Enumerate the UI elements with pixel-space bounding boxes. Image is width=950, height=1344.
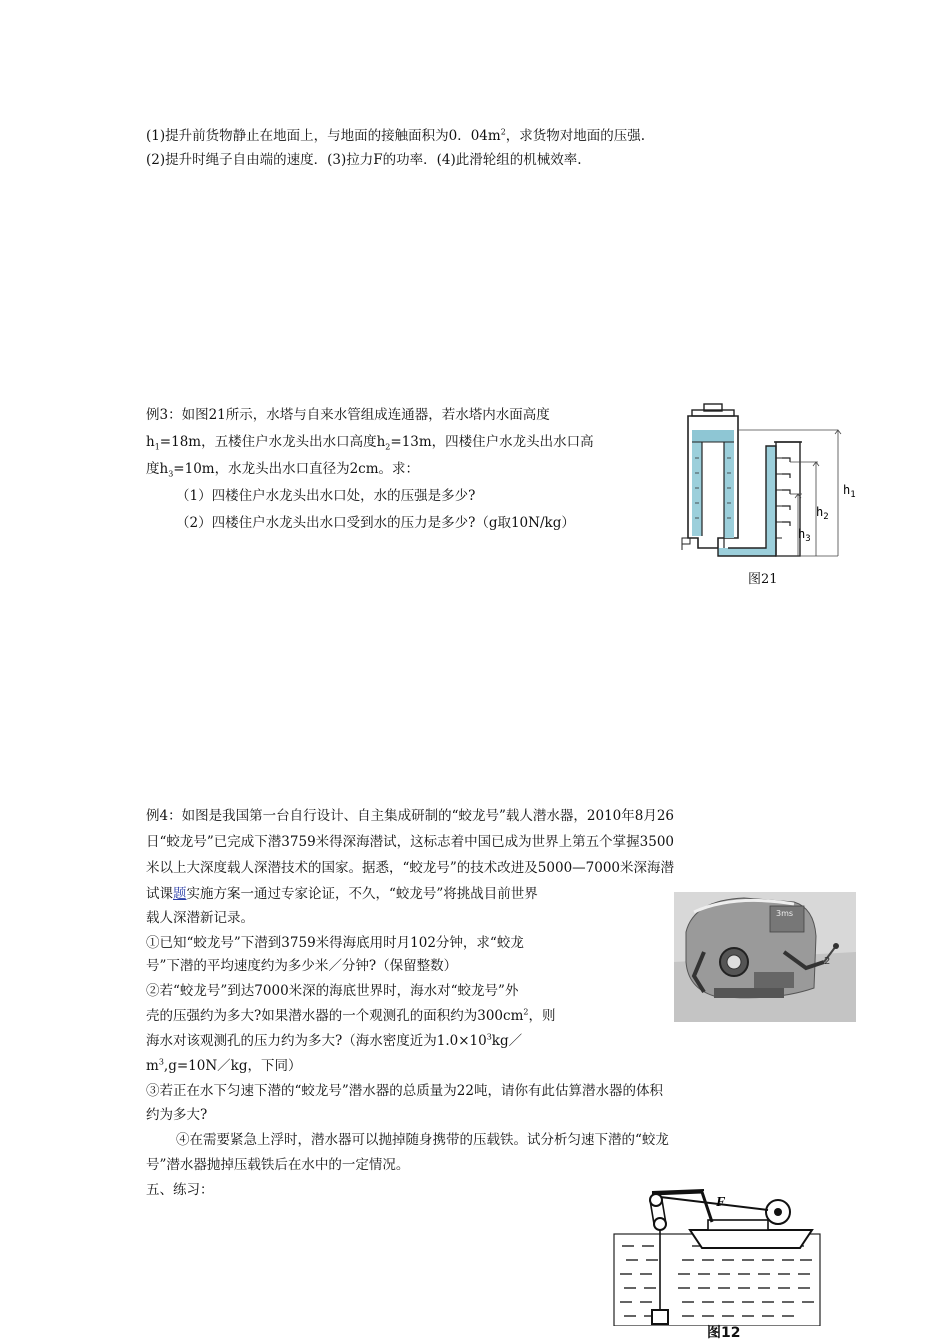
crane-ship-figure (612, 1186, 824, 1326)
example4-q3-line1: ③若正在水下匀速下潜的“蛟龙号”潜水器的总质量为22吨，请你有此估算潜水器的体积 (146, 1083, 663, 1099)
example3-question1: （1）四楼住户水龙头出水口处，水的压强是多少? (176, 488, 476, 504)
example3-line1: 例3：如图21所示，水塔与自来水管组成连通器，若水塔内水面高度 (146, 407, 550, 423)
side-digit: 2 (824, 956, 831, 967)
example4-q4-line1: ④在需要紧急上浮时，潜水器可以抛掉随身携带的压载铁。试分析匀速下潜的“蛟龙 (176, 1132, 669, 1148)
h2-label: $h_2$ (816, 505, 829, 522)
example4-q4-line2: 号”潜水器抛掉压载铁后在水中的一定情况。 (146, 1157, 410, 1173)
example4-line2: 日“蛟龙号”已完成下潜3759米得深海潜试，这标志着中国已成为世界上第五个掌握3500 (146, 834, 675, 850)
section5-title: 五、练习： (146, 1182, 214, 1198)
topic-link[interactable]: 题 (173, 886, 187, 902)
example3-line2: $h_1=18m$，五楼住户水龙头出水口高度$h_2=13m$，四楼住户水龙头出水口高 (146, 434, 594, 452)
hull-text: 3ms (776, 909, 794, 918)
h3-label: $h_3$ (798, 527, 811, 544)
example4-q2-line1: ②若“蛟龙号”到达7000米深的海底世界时，海水对“蛟龙号”外 (146, 983, 519, 999)
water-tower-figure (678, 398, 878, 568)
example4-q2-line4: $m^3,g=10N/kg$，下同） (146, 1057, 302, 1074)
example4-line1: 例4：如图是我国第一台自行设计、自主集成研制的“蛟龙号”载人潜水器，2010年8月26 (146, 808, 675, 824)
example4-q1-line1: ①已知“蛟龙号”下潜到3759米得海底用时月102分钟，求“蛟龙 (146, 935, 524, 951)
problem2-line1: (1)提升前货物静止在地面上，与地面的接触面积为0．$04m^2$，求货物对地面的压强. (146, 127, 646, 144)
example4-line5: 载人深潜新记录。 (146, 910, 254, 926)
example4-q2-line3: 海水对该观测孔的压力约为多大?（海水密度近为$1.0\times 10^3kg/$ (146, 1032, 523, 1049)
figure21-caption: 图21 (748, 572, 778, 587)
submersible-photo (674, 892, 856, 1022)
problem2-line2: (2)提升时绳子自由端的速度．(3)拉力F的功率．(4)此滑轮组的机械效率. (146, 152, 582, 168)
example3-question2: （2）四楼住户水龙头出水口受到水的压力是多少?（g取10N/kg） (176, 515, 575, 531)
example3-line3: 度$h_3=10m$，水龙头出水口直径为2cm。求： (146, 461, 420, 479)
figure12-caption: 图12 (707, 1325, 741, 1341)
example4-line3: 米以上大深度载人深潜技术的国家。据悉，“蛟龙号”的技术改进及5000—7000米深海潜 (146, 860, 675, 876)
h1-label: $h_1$ (843, 483, 856, 500)
example4-q3-line2: 约为多大? (146, 1107, 208, 1123)
example4-q1-line2: 号”下潜的平均速度约为多少米／分钟?（保留整数） (146, 958, 458, 974)
force-label: F (716, 1195, 726, 1210)
example4-line4: 试课题实施方案一通过专家论证，不久，“蛟龙号”将挑战目前世界 (146, 886, 538, 902)
example4-q2-line2: 壳的压强约为多大?如果潜水器的一个观测孔的面积约为$300cm^2$，则 (146, 1007, 556, 1024)
